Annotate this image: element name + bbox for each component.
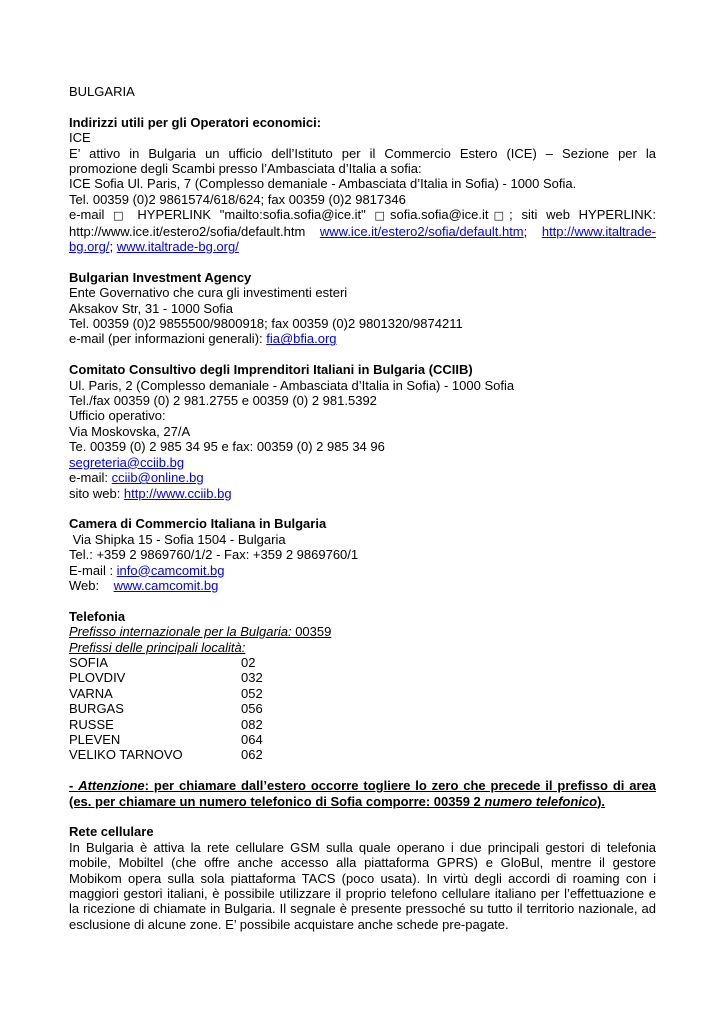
prefix-row [69,717,263,732]
ice-address: ICE Sofia Ul. Paris, 7 (Complesso demaniale - Ambasciata d’Italia in Sofia) - 1000 Sofia. [69,176,577,192]
cciib-email2-link[interactable]: cciib@online.bg [111,470,204,486]
prefix-code: 032 [241,670,263,686]
cciib-email2-line: e-mail: cciib@online.bg [69,470,204,486]
cciib-site-line: sito web: http://www.cciib.bg [69,485,232,501]
prefix-city: VARNA [69,685,113,701]
ice-label: ICE [69,130,91,146]
rete-paragraph: In Bulgaria è attiva la rete cellulare GSM sulla quale operano i due principali gestori di telefonia mobile, Mobiltel (che offre anche accesso alla piattaforma GPRS) e GloBul, mentre il gestore Mobikom opera sulla sola piattaforma TACS (poco usata). In virtù degli accordi di roaming con i maggiori gestori italiani, è possibile utilizzare il proprio telefono cellulare italiano per l’effettuazione e la ricezione di chiamate in Bulgaria. Il segnale è presente pressoché su tutto il territorio nazionale, ad esclusione di alcune zone. E’ possibile acquistare anche schede pre-pagate. [69,839,656,932]
attention-line-2: (es. per chiamare un numero telefonico di Sofia comporre: 00359 2 numero telefonico). [69,793,606,809]
prefix-code: 064 [241,731,263,747]
bia-description: Ente Governativo che cura gli investimenti esteri [69,285,348,301]
local-prefix-label: Prefissi delle principali località: [69,639,246,655]
ice-description-line-1: E’ attivo in Bulgaria un ufficio dell’Istituto per il Commercio Estero (ICE) – Sezione per la [69,145,656,161]
cciib-office-phone: Te. 00359 (0) 2 985 34 95 e fax: 00359 (0) 2 985 34 96 [69,439,385,455]
intro-heading: Indirizzi utili per gli Operatori economici: [69,114,322,130]
prefix-code: 062 [241,747,263,763]
intl-prefix-line [69,624,656,639]
intl-prefix-label: Prefisso internazionale per la Bulgaria: [69,624,292,640]
ice-sites-line: http://www.ice.it/estero2/sofia/default.htm www.ice.it/estero2/sofia/default.htm; http://www.italtrade- [69,223,656,239]
ice-email-line: e-mail □ HYPERLINK "mailto:sofia.sofia@ice.it" □sofia.sofia@ice.it□; siti web HYPERLINK: [69,207,656,223]
prefix-row [69,732,263,747]
attention-word: Attenzione [78,778,145,794]
prefix-code: 02 [241,654,256,670]
ice-site-plain: http://www.ice.it/estero2/sofia/default.htm [69,223,306,239]
cciib-heading: Comitato Consultivo degli Imprenditori Italiani in Bulgaria (CCIIB) [69,362,473,378]
field-box-icon: □ [113,209,129,223]
prefix-city: BURGAS [69,701,124,717]
prefix-city: VELIKO TARNOVO [69,747,183,763]
prefix-code: 056 [241,701,263,717]
bia-address: Aksakov Str, 31 - 1000 Sofia [69,300,234,316]
field-box-icon: □ [374,209,391,223]
attention-line-1: - Attenzione: per chiamare dall’estero occorre togliere lo zero che precede il prefisso di area [69,778,656,794]
country-title: BULGARIA [69,84,135,99]
camcom-email-link[interactable]: info@camcomit.bg [116,562,225,578]
document-page [69,84,656,932]
cciib-site-link[interactable]: http://www.cciib.bg [123,485,232,501]
prefix-row [69,747,263,762]
prefix-table [69,655,263,763]
italtrade-link-part1[interactable]: http://www.italtrade- [541,223,656,239]
bia-phone: Tel. 00359 (0)2 9855500/9800918; fax 00359 (0)2 9801320/9874211 [69,316,463,332]
italtrade-site-link[interactable]: www.italtrade-bg.org/ [116,239,239,255]
prefix-code: 082 [241,716,263,732]
cciib-telfax: Tel./fax 00359 (0) 2 981.2755 e 00359 (0) 2 981.5392 [69,393,377,409]
bia-email-line: e-mail (per informazioni generali): fia@bfia.org [69,331,337,347]
camcom-email-line: E-mail : info@camcomit.bg [69,562,225,578]
bia-email-link[interactable]: fia@bfia.org [266,331,337,347]
camcom-web-link[interactable]: www.camcomit.bg [113,577,219,593]
camcom-heading: Camera di Commercio Italiana in Bulgaria [69,516,327,532]
prefix-row [69,655,263,670]
intl-prefix-value: 00359 [291,624,332,640]
prefix-city: SOFIA [69,654,109,670]
camcom-phone: Tel.: +359 2 9869760/1/2 - Fax: +359 2 9869760/1 [69,547,359,563]
ice-email-hyperlink-code: HYPERLINK "mailto:sofia.sofia@ice.it" [137,207,366,223]
prefix-row [69,701,263,716]
telefonia-heading: Telefonia [69,608,126,624]
cciib-address: Ul. Paris, 2 (Complesso demaniale - Ambasciata d’Italia in Sofia) - 1000 Sofia [69,377,515,393]
field-box-icon: □ [488,209,510,223]
ice-email-text: sofia.sofia@ice.it [390,207,489,223]
ice-phone: Tel. 00359 (0)2 9861574/618/624; fax 00359 (0)2 9817346 [69,191,406,207]
rete-heading: Rete cellulare [69,824,154,840]
camcom-address: Via Shipka 15 - Sofia 1504 - Bulgaria [69,531,286,547]
bia-heading: Bulgarian Investment Agency [69,269,252,285]
cciib-office-address: Via Moskovska, 27/A [69,423,191,439]
italtrade-link-part2[interactable]: bg.org/ [69,239,110,255]
ice-site-link[interactable]: www.ice.it/estero2/sofia/default.htm [319,223,524,239]
prefix-city: RUSSE [69,716,114,732]
prefix-city: PLEVEN [69,731,121,747]
ice-description-line-2: promozione degli Scambi presso l’Ambasciata d’Italia a sofia: [69,161,422,177]
prefix-row [69,686,263,701]
prefix-city: PLOVDIV [69,670,126,686]
camcom-web-line: Web: www.camcomit.bg [69,577,219,593]
prefix-code: 052 [241,685,263,701]
cciib-email1-line [69,455,656,470]
ice-sites-line-2: bg.org/; www.italtrade-bg.org/ [69,239,239,255]
prefix-row [69,670,263,685]
cciib-office-label: Ufficio operativo: [69,408,166,424]
cciib-email1-link[interactable]: segreteria@cciib.bg [69,454,185,470]
